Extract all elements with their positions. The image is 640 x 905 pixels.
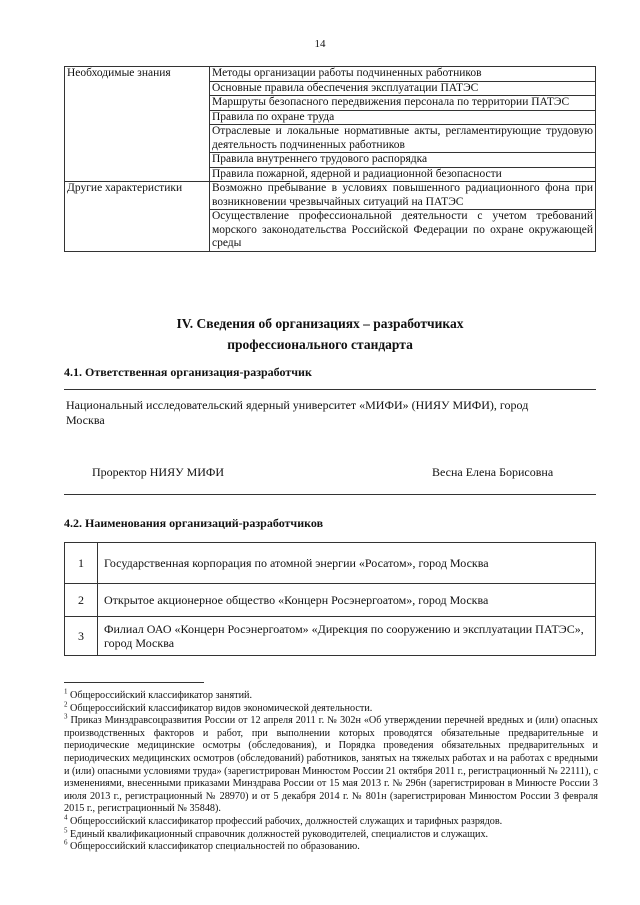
responsible-person: Весна Елена Борисовна [432, 465, 554, 479]
table-cell: Отраслевые и локальные нормативные акты, регламентирующие трудовую деятельность подчиненных работников [210, 125, 596, 153]
row-number: 1 [65, 543, 98, 584]
table-cell: Правила по охране труда [210, 110, 596, 125]
table-cell: Основные правила обеспечения эксплуатации ПАТЭС [210, 81, 596, 96]
row-number: 2 [65, 584, 98, 617]
table-row [65, 584, 596, 617]
footnote: $^1$ Общероссийский классификатор занятий. [64, 687, 253, 701]
developers-heading: 4.2. Наименования организаций-разработчиков [64, 516, 324, 530]
footnote-separator [64, 682, 204, 683]
developers-table [64, 542, 596, 656]
table-cell: Правила внутреннего трудового распорядка [210, 153, 596, 168]
table-cell: Возможно пребывание в условиях повышенного радиационного фона при возникновении чрезвычайных ситуаций на ПАТЭС [210, 182, 596, 210]
knowledge-table [64, 66, 596, 252]
footnotes [64, 687, 599, 854]
row-label: Необходимые знания [65, 67, 210, 182]
table-row [65, 182, 596, 210]
footnote: $^5$ Единый квалификационный справочник должностей руководителей, специалистов и служащих. [64, 826, 489, 840]
responsible-organization: Национальный исследовательский ядерный университет «МИФИ» (НИЯУ МИФИ), город Москва [66, 398, 529, 427]
organization-name: Открытое акционерное общество «Концерн Росэнергоатом», город Москва [98, 584, 596, 617]
footnote: $^4$ Общероссийский классификатор профессий рабочих, должностей служащих и тарифных разрядов. [64, 813, 503, 827]
table-row [65, 67, 596, 82]
organization-name: Государственная корпорация по атомной энергии «Росатом», город Москва [98, 543, 596, 584]
table-row [65, 617, 596, 656]
section-title-line1: IV. Сведения об организациях – разработчиках [176, 316, 464, 331]
footnote: $^2$ Общероссийский классификатор видов экономической деятельности. [64, 700, 373, 714]
table-cell: Осуществление профессиональной деятельности с учетом требований морского законодательства Российской Федерации по охране окружающей среды [210, 210, 596, 252]
page-number: 14 [314, 38, 326, 50]
table-cell: Правила пожарной, ядерной и радиационной безопасности [210, 167, 596, 182]
table-cell: Методы организации работы подчиненных работников [210, 67, 596, 82]
footnote: $^6$ Общероссийский классификатор специальностей по образованию. [64, 838, 360, 853]
footnote: $^3$ Приказ Минздравсоцразвития России от 12 апреля 2011 г. № 302н «Об утверждении перечней вредных и (или) опасных производственных факторов и работ, при выполнении которых проводятся обязательные предварительные и периодические медицинские осмотры (обследования), и Порядка проведения обязательных предварительных и периодических медицинских осмотров (обследований) работников, занятых на тяжелых работах и на работах с вредными и (или) опасными условиями труда» (зарегистрирован Минюстом России 21 октября 2011 г., регистрационный № 22111), с изменениями, внесенными приказами Минздрава России от 15 мая 2013 г. № 296н (зарегистрирован в Минюсте России 3 июля 2013 г., регистрационный № 28970) и от 5 декабря 2014 г. № 801н (зарегистрирован Минюстом России 3 февраля 2015 г., регистрационный № 35848). [64, 712, 599, 815]
row-label: Другие характеристики [65, 182, 210, 252]
organization-name: Филиал ОАО «Концерн Росэнергоатом» «Дирекция по сооружению и эксплуатации ПАТЭС», город Москва [98, 617, 596, 656]
responsible-heading: 4.1. Ответственная организация-разработчик [64, 365, 312, 379]
table-row [65, 543, 596, 584]
responsible-position: Проректор НИЯУ МИФИ [92, 465, 225, 479]
section-title-line2: профессионального стандарта [227, 337, 413, 352]
row-number: 3 [65, 617, 98, 656]
section-title [0, 313, 640, 355]
table-cell: Маршруты безопасного передвижения персонала по территории ПАТЭС [210, 96, 596, 111]
